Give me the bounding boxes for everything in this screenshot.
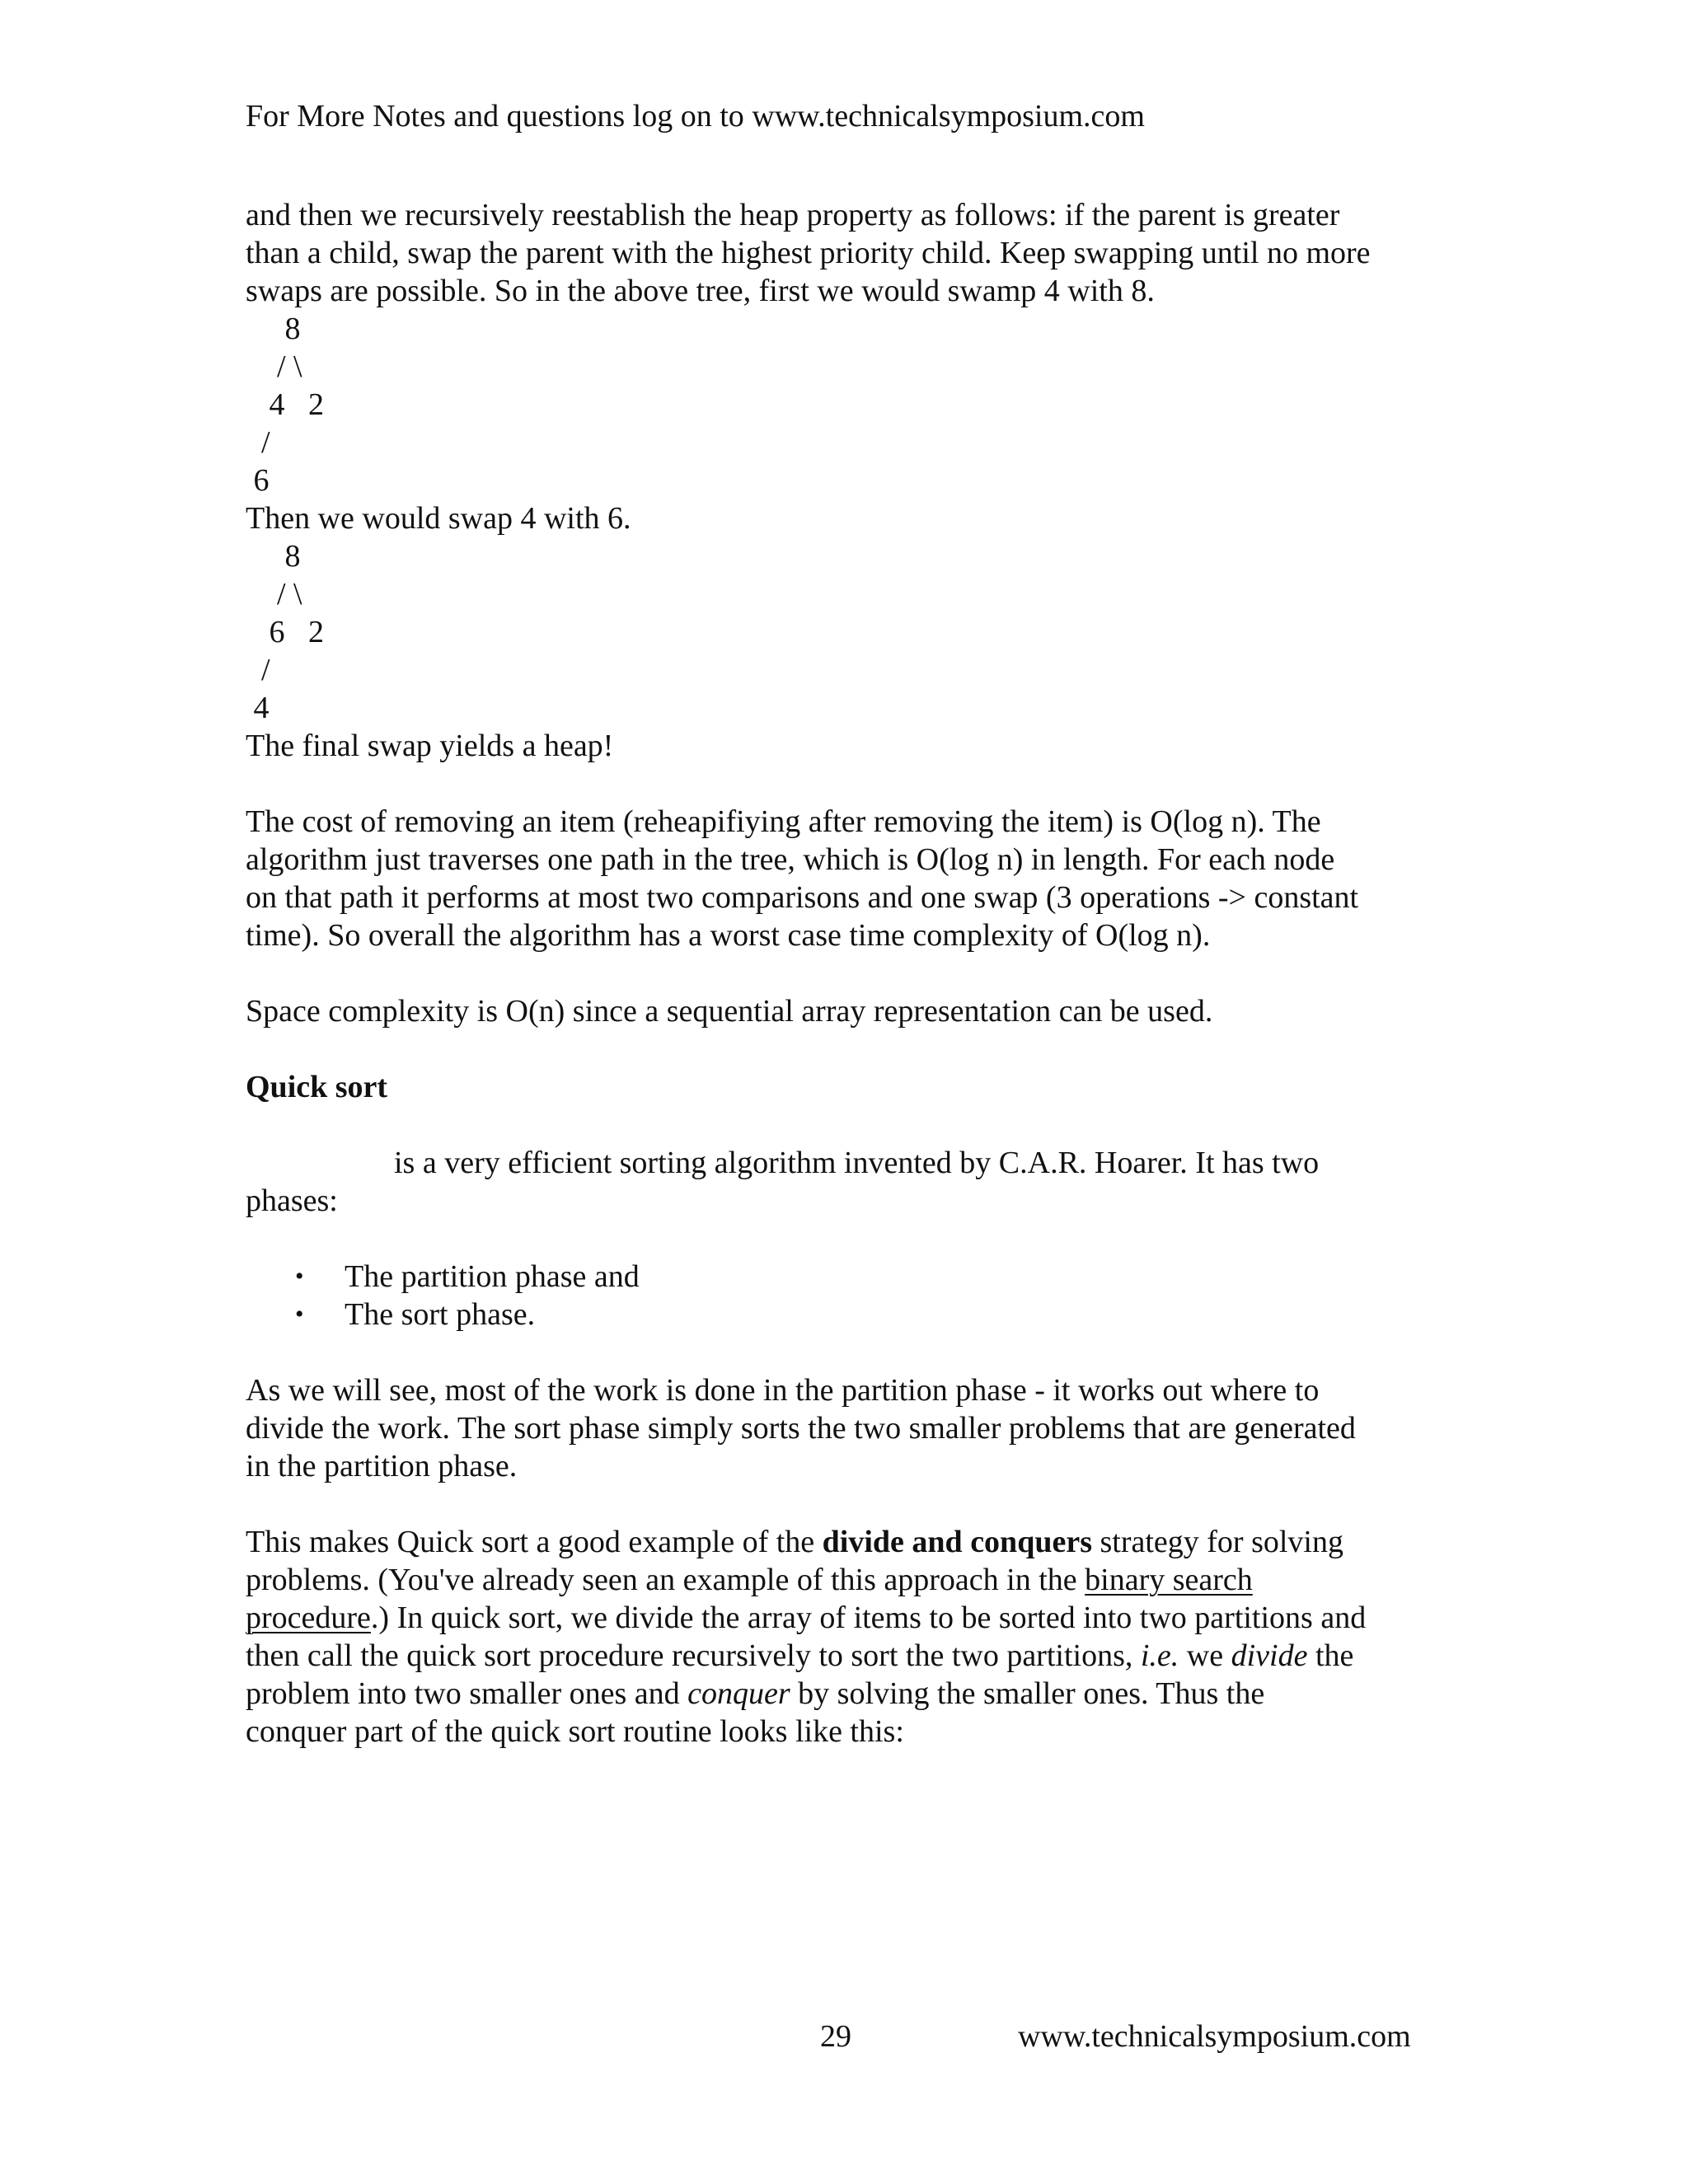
tree-line: 6 2 — [246, 615, 324, 649]
tree-line: 8 — [246, 539, 301, 574]
list-item — [246, 1296, 1465, 1333]
text-line — [246, 1637, 1465, 1675]
text-line: in the partition phase. — [246, 1449, 518, 1483]
quicksort-intro — [246, 1144, 1465, 1220]
text-line — [246, 1523, 1465, 1561]
italic-term: i.e. — [1140, 1638, 1179, 1673]
section-heading: Quick sort — [246, 1070, 388, 1104]
footer-url: www.technicalsymposium.com — [1018, 2019, 1411, 2054]
italic-term: conquer — [687, 1676, 790, 1711]
text-line: on that path it performs at most two comparisons and one swap (3 operations -> constant — [246, 880, 1359, 915]
text-line: swaps are possible. So in the above tree, first we would swamp 4 with 8. — [246, 274, 1155, 308]
bullet-icon: • — [295, 1263, 304, 1290]
tree-line: 4 2 — [246, 387, 324, 422]
text-span: by solving the smaller ones. Thus the — [790, 1676, 1265, 1711]
spacer — [246, 954, 1465, 992]
text-line: divide the work. The sort phase simply sorts the two smaller problems that are generated — [246, 1411, 1356, 1446]
text-span: the — [1307, 1638, 1354, 1673]
cost-paragraph — [246, 803, 1465, 954]
text-line: algorithm just traverses one path in the tree, which is O(log n) in length. For each node — [246, 842, 1335, 877]
text-span: then call the quick sort procedure recursively to sort the two partitions, — [246, 1638, 1141, 1673]
text-line: phases: — [246, 1183, 338, 1218]
spacer — [246, 1030, 1465, 1068]
spacer — [246, 765, 1465, 803]
list-item — [246, 1258, 1465, 1296]
text-line: The cost of removing an item (reheapifiying after removing the item) is O(log n). The — [246, 804, 1321, 839]
tree-line: / \ — [246, 577, 302, 612]
text-line — [246, 1599, 1465, 1637]
text-span: problem into two smaller ones and — [246, 1676, 688, 1711]
text-span: is a very efficient sorting algorithm invented by C.A.R. Hoarer. It has two — [394, 1146, 1320, 1180]
swap-text: Then we would swap 4 with 6. — [246, 501, 631, 536]
text-span: problems. (You've already seen an example of this approach in the — [246, 1563, 1085, 1597]
binary-search-link-continued[interactable]: procedure — [246, 1601, 371, 1635]
binary-search-link[interactable]: binary search — [1085, 1563, 1253, 1597]
text-line: than a child, swap the parent with the highest priority child. Keep swapping until no more — [246, 236, 1371, 270]
page-content — [246, 196, 1465, 1750]
text-span: This makes Quick sort a good example of the — [246, 1525, 823, 1559]
tree-line: / \ — [246, 349, 302, 384]
text-line: conquer part of the quick sort routine looks like this: — [246, 1714, 904, 1749]
page-number: 29 — [820, 2019, 851, 2054]
intro-paragraph — [246, 196, 1465, 310]
text-line — [246, 1144, 1465, 1182]
bullet-icon: • — [295, 1301, 304, 1328]
text-span: we — [1179, 1638, 1231, 1673]
text-line: time). So overall the algorithm has a worst case time complexity of O(log n). — [246, 918, 1211, 953]
text-line: and then we recursively reestablish the heap property as follows: if the parent is greater — [246, 198, 1340, 232]
heap-tree-diagram-1 — [246, 310, 1465, 499]
divide-conquer-paragraph — [246, 1523, 1465, 1750]
text-line — [246, 1561, 1465, 1599]
phase-list — [246, 1258, 1465, 1333]
bold-term: divide and conquers — [822, 1525, 1092, 1559]
spacer — [246, 1106, 1465, 1144]
text-line — [246, 1675, 1465, 1713]
italic-term: divide — [1231, 1638, 1308, 1673]
text-span: .) In quick sort, we divide the array of items to be sorted into two partitions and — [370, 1601, 1367, 1635]
spacer — [246, 1220, 1465, 1258]
tree-line: 6 — [246, 463, 270, 498]
text-span: strategy for solving — [1091, 1525, 1343, 1559]
page-header: For More Notes and questions log on to www.technicalsymposium.com — [246, 99, 1145, 134]
space-complexity-text: Space complexity is O(n) since a sequential array representation can be used. — [246, 994, 1213, 1029]
partition-paragraph — [246, 1371, 1465, 1485]
tree-line: 4 — [246, 691, 270, 725]
list-item-label: The sort phase. — [345, 1297, 536, 1332]
heap-tree-diagram-2 — [246, 537, 1465, 727]
spacer — [246, 1333, 1465, 1371]
tree-line: / — [246, 653, 270, 687]
list-item-label: The partition phase and — [345, 1259, 640, 1294]
tree-line: 8 — [246, 312, 301, 346]
text-line: As we will see, most of the work is done in the partition phase - it works out where to — [246, 1373, 1320, 1408]
tree-line: / — [246, 425, 270, 460]
spacer — [246, 1485, 1465, 1523]
final-swap-text: The final swap yields a heap! — [246, 729, 614, 763]
